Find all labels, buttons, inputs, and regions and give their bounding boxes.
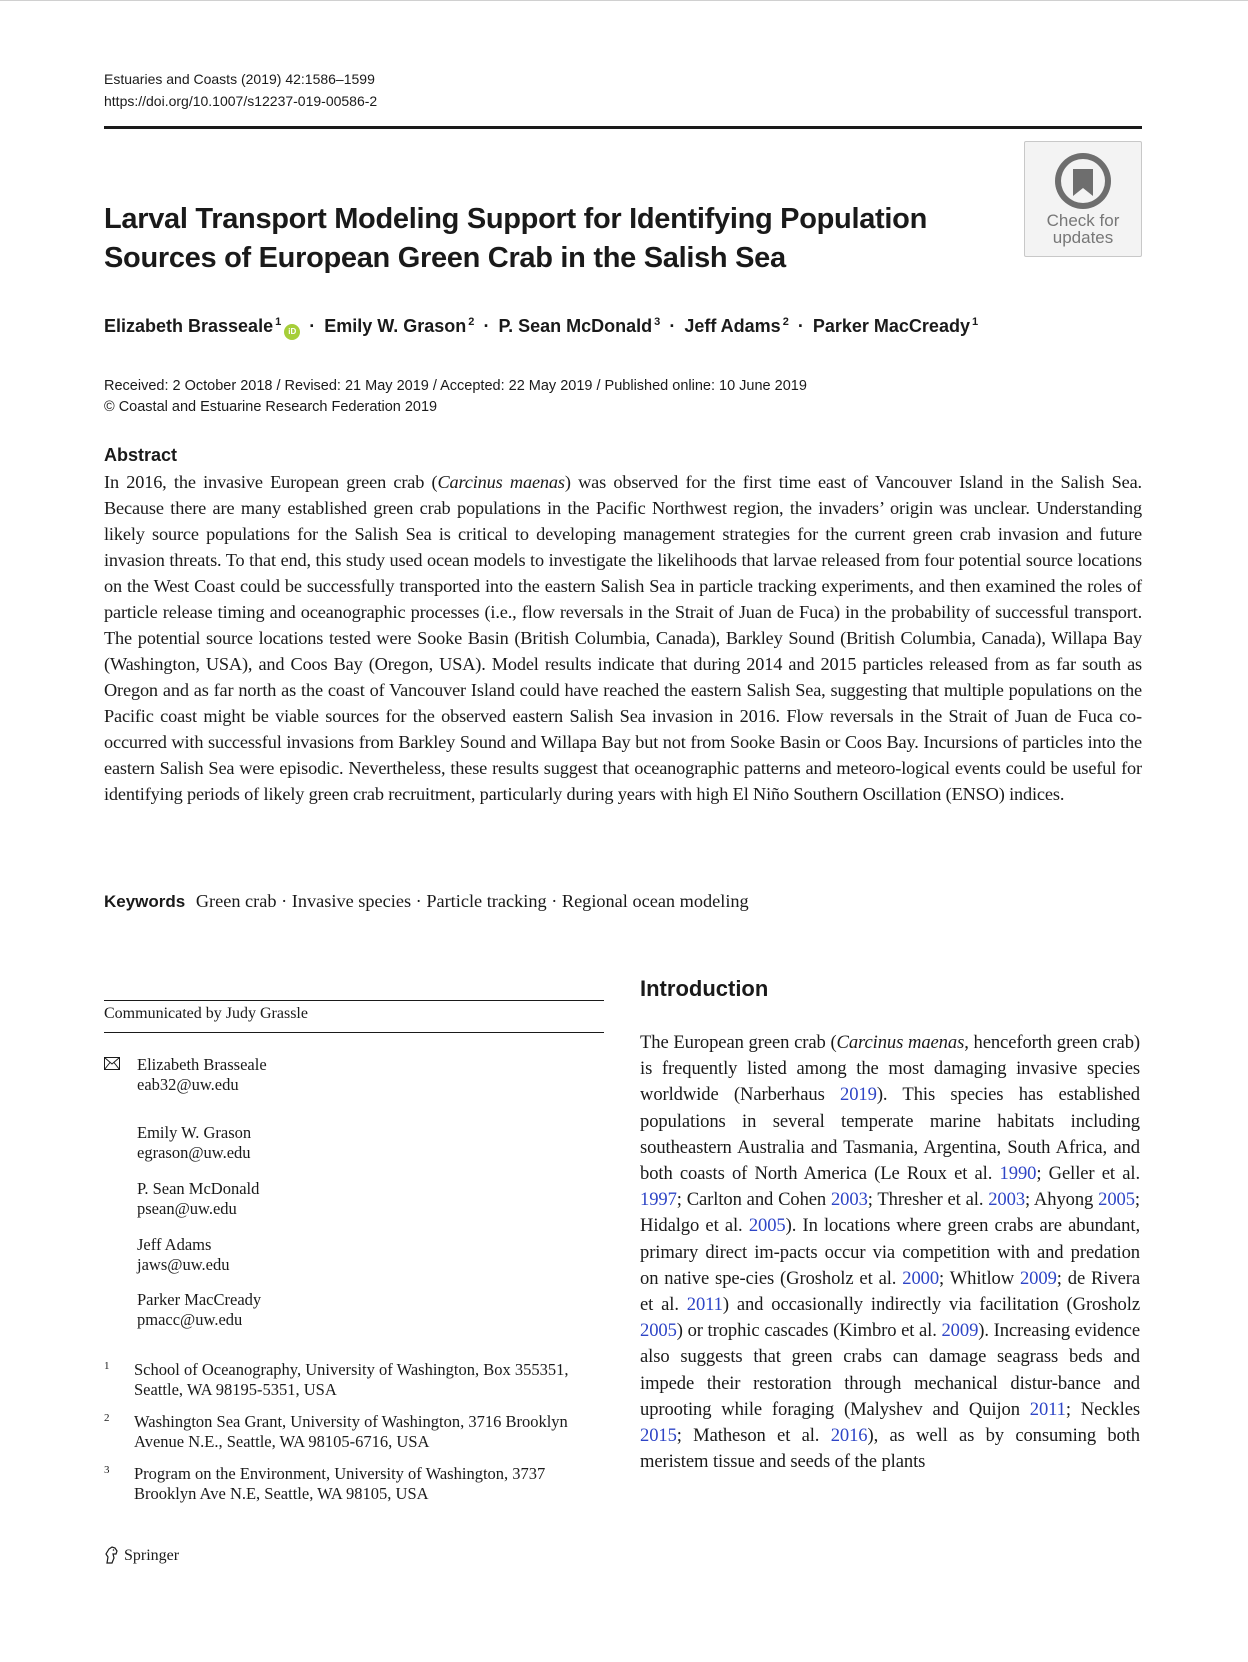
contact-entry (104, 1179, 259, 1219)
author-separator: · (669, 316, 676, 336)
citation-link[interactable]: 2011 (1029, 1398, 1066, 1420)
citation-link[interactable]: 1990 (999, 1163, 1037, 1185)
footnote-rule-top (104, 1000, 604, 1001)
citation-link[interactable]: 2015 (640, 1425, 677, 1447)
intro-text: ; de Rivera et al. (640, 1267, 1140, 1316)
species-name: Carcinus maenas (836, 1032, 965, 1053)
publisher-footer (104, 1545, 179, 1567)
page-top-border (0, 0, 1248, 1)
intro-text: ; Whitlow (939, 1267, 1020, 1289)
envelope-icon (104, 1057, 120, 1070)
affiliation-text: Washington Sea Grant, University of Washington, 3716 Brooklyn Avenue N.E., Seattle, WA 98105-6716, USA (134, 1412, 568, 1451)
author-name[interactable]: Jeff Adams (684, 316, 781, 336)
intro-text: ). Increasing evidence also suggests that green crabs can damage seagrass beds and impede their restoration through mechanical distur-bance and uprooting while foraging (Malyshev and Quijon (640, 1320, 1140, 1420)
affiliation-number: 1 (104, 1360, 110, 1372)
author-name[interactable]: Emily W. Grason (324, 316, 467, 336)
keywords (104, 888, 1142, 915)
affiliation-text: Program on the Environment, University of Washington, 3737 Brooklyn Ave N.E, Seattle, WA 98105, USA (134, 1464, 546, 1503)
author-separator: · (309, 316, 316, 336)
contact-email[interactable]: psean@uw.edu (137, 1199, 237, 1218)
orcid-icon[interactable]: iD (284, 324, 300, 340)
intro-text: ; Hidalgo et al. (640, 1189, 1140, 1237)
intro-text: , henceforth green crab) is frequently listed among the most damaging invasive species worldwide (Narberhaus (640, 1032, 1140, 1106)
author-affiliation-number: 2 (782, 316, 789, 328)
intro-text: ; Geller et al. (1036, 1163, 1140, 1185)
publisher-name: Springer (124, 1547, 180, 1564)
intro-text: ) and occasionally indirectly via facilitation (Grosholz (722, 1294, 1140, 1316)
abstract-part: In 2016, the invasive European green crab ( (104, 472, 438, 492)
contact-name: Elizabeth Brasseale (137, 1055, 267, 1074)
abstract-heading: Abstract (104, 445, 178, 465)
intro-text: ). This species has established populations in several temperate marine habitats including southeastern Australia and Tasmania, Argentina, South Africa, and both coasts of North America (Le Roux et al. (640, 1084, 1141, 1185)
author-affiliation-number: 3 (654, 316, 661, 328)
footnote-rule-bottom (104, 1032, 604, 1033)
keyword[interactable]: Green crab (195, 891, 277, 911)
species-name: Carcinus maenas (437, 472, 565, 492)
journal-citation: Estuaries and Coasts (2019) 42:1586–1599 (104, 71, 375, 87)
author-affiliation-number: 1 (275, 316, 282, 328)
copyright-line: © Coastal and Estuarine Research Federation 2019 (104, 399, 438, 415)
contact-email[interactable]: pmacc@uw.edu (137, 1310, 243, 1329)
citation-link[interactable]: 2003 (988, 1189, 1026, 1211)
author-affiliation-number: 1 (971, 316, 979, 328)
intro-text: ; Thresher et al. (867, 1189, 989, 1211)
contact-name: Emily W. Grason (137, 1123, 252, 1142)
keyword[interactable]: Regional ocean modeling (561, 891, 749, 911)
communicated-by: Communicated by Judy Grassle (104, 1005, 308, 1022)
contact-name: P. Sean McDonald (137, 1179, 260, 1198)
citation-link[interactable]: 2019 (840, 1084, 877, 1106)
citation-link[interactable]: 2016 (830, 1425, 868, 1447)
contact-entry (104, 1235, 229, 1275)
citation-link[interactable]: 2005 (748, 1215, 786, 1237)
intro-text: ; Carlton and Cohen (676, 1189, 831, 1211)
author-separator: · (797, 316, 804, 336)
keyword-separator: · (551, 891, 558, 911)
abstract-text (104, 469, 1142, 807)
abstract-part: ) was observed for the first time east of Vancouver Island in the Salish Sea. Because there are many established green crab populations in the Pacific Northwest region, the invaders’ origin was unclear. Understanding likely source populations for the Salish Sea is critical to developing management strategies for the current green crab invasion and future invasion threats. To that end, this study used ocean models to investigate the likelihoods that larvae released from four potential source locations on the West Coast could be successfully transported into the eastern Salish Sea in particle tracking experiments, and then examined the roles of particle release timing and oceanographic processes (i.e., flow reversals in the Strait of Juan de Fuca) in the probability of successful transport. The potential source locations tested were Sooke Basin (British Columbia, Canada), Barkley Sound (British Columbia, Canada), Willapa Bay (Washington, USA), and Coos Bay (Oregon, USA). Model results indicate that during 2014 and 2015 particles released from as far south as Oregon and as far north as the coast of Vancouver Island could have reached the eastern Salish Sea, suggesting that multiple populations on the Pacific coast might be viable sources for the observed eastern Salish Sea invasion in 2016. Flow reversals in the Strait of Juan de Fuca co-occurred with successful invasions from Barkley Sound and Willapa Bay but not from Sooke Basin or Coos Bay. Incursions of particles into the eastern Salish Sea were episodic. Nevertheless, these results suggest that oceanographic patterns and meteoro-logical events could be useful for identifying periods of likely green crab recruitment, particularly during years with high El Niño Southern Oscillation (ENSO) indices. (104, 472, 1142, 804)
intro-text: ) or trophic cascades (Kimbro et al. (676, 1320, 942, 1342)
check-badge-line2: updates (1052, 228, 1114, 247)
author-name[interactable]: Parker MacCready (812, 316, 970, 336)
intro-text: ; Ahyong (1025, 1189, 1099, 1211)
citation-link[interactable]: 2009 (1019, 1267, 1057, 1289)
check-badge-line1: Check for (1046, 211, 1120, 230)
intro-text: ; Neckles (1065, 1398, 1140, 1420)
citation-link[interactable]: 2000 (902, 1267, 940, 1289)
affiliation-entry (104, 1360, 604, 1400)
keywords-label: Keywords (104, 892, 186, 911)
article-title (104, 200, 984, 278)
contact-email[interactable]: jaws@uw.edu (137, 1255, 230, 1274)
affiliation-number: 3 (104, 1464, 110, 1476)
affiliation-number: 2 (104, 1412, 110, 1424)
author-name[interactable]: P. Sean McDonald (498, 316, 653, 336)
intro-text: The European green crab ( (640, 1032, 837, 1053)
affiliation-entry (104, 1464, 604, 1504)
citation-link[interactable]: 2005 (1098, 1189, 1135, 1211)
contact-email[interactable]: eab32@uw.edu (137, 1075, 239, 1094)
author-separator: · (483, 316, 490, 336)
title-line-2: Sources of European Green Crab in the Salish Sea (104, 242, 786, 274)
intro-text: ; Matheson et al. (676, 1425, 831, 1447)
citation-link[interactable]: 2005 (640, 1320, 677, 1342)
author-name[interactable]: Elizabeth Brasseale (104, 316, 274, 336)
introduction-heading: Introduction (640, 976, 769, 1001)
check-for-updates-icon (1052, 150, 1114, 212)
article-dates (104, 376, 807, 418)
affiliation-entry (104, 1412, 604, 1452)
contact-entry (104, 1055, 267, 1095)
citation-link[interactable]: 2011 (686, 1294, 723, 1316)
journal-doi[interactable]: https://doi.org/10.1007/s12237-019-00586-2 (104, 93, 378, 109)
header-rule (104, 126, 1142, 129)
contact-name: Jeff Adams (137, 1235, 212, 1254)
citation-link[interactable]: 1997 (640, 1189, 677, 1211)
publication-dates: Received: 2 October 2018 / Revised: 21 May 2019 / Accepted: 22 May 2019 / Published online: 10 June 2019 (104, 378, 807, 394)
citation-link[interactable]: 2009 (941, 1320, 979, 1342)
author-list (104, 310, 1144, 340)
keyword[interactable]: Particle tracking (426, 891, 547, 911)
contact-email[interactable]: egrason@uw.edu (137, 1143, 251, 1162)
keyword-separator: · (415, 891, 422, 911)
author-affiliation-number: 2 (468, 316, 475, 328)
affiliation-text: School of Oceanography, University of Washington, Box 355351, Seattle, WA 98195-5351, USA (134, 1360, 569, 1399)
check-for-updates-badge[interactable] (1024, 141, 1142, 257)
introduction-text (640, 1030, 1140, 1475)
springer-horse-icon (104, 1546, 120, 1564)
title-line-1: Larval Transport Modeling Support for Identifying Population (104, 203, 928, 235)
citation-link[interactable]: 2003 (830, 1189, 868, 1211)
intro-text: ), as well as by consuming both meristem tissue and seeds of the plants (640, 1425, 1141, 1473)
keyword-separator: · (281, 891, 288, 911)
contact-name: Parker MacCready (137, 1290, 262, 1309)
contact-entry (104, 1123, 251, 1163)
keyword[interactable]: Invasive species (291, 891, 412, 911)
intro-text: ). In locations where green crabs are abundant, primary direct im-pacts occur via competition with and predation on native spe-cies (Grosholz et al. (640, 1215, 1140, 1289)
contact-entry (104, 1290, 261, 1330)
